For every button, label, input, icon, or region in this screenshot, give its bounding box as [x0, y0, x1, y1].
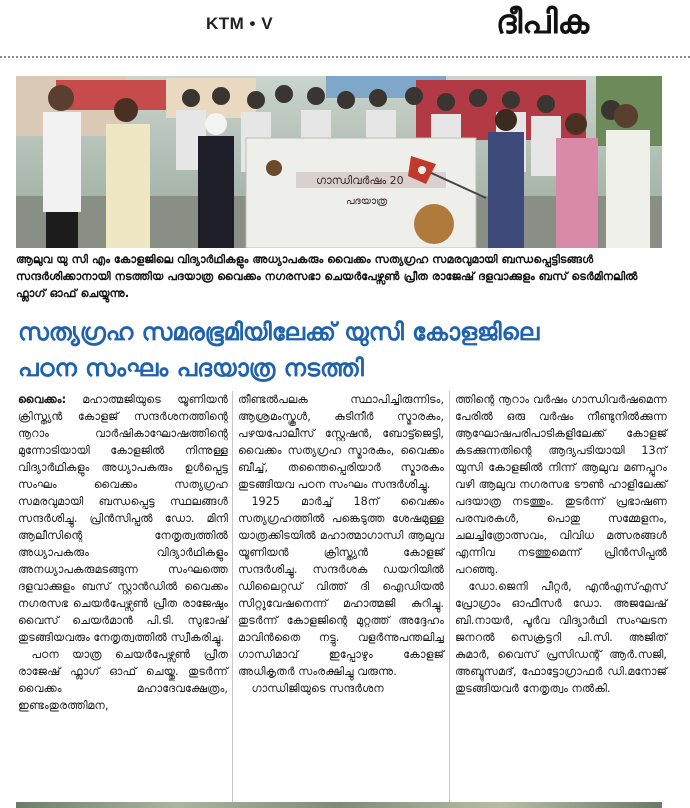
paragraph-text: മഹാത്മജിയുടെ യൂണിയൻ ക്രിസ്ത്യൻ കോളജ് സന്ദർശനത്തിന്റെ നൂറാം വാർഷികാഘോഷത്തിന്റെ മുന്നോടിയായി കോളജിൽ നിന്നുള്ള വിദ്യാർഥികളും അധ്യാപകരും ഉൾപ്പെട്ട സംഘം വൈക്കം സത്യഗ്രഹ സമരവുമായി ബന്ധപ്പെട്ട സ്ഥലങ്ങൾ സന്ദർശിച്ചു. പ്രിൻസിപ്പൽ ഡോ. മിനി ആലീസിന്റെ നേതൃത്വത്തിൽ അധ്യാപകരും വിദ്യാർഥികളും അനധ്യാപകരുമടങ്ങുന്ന സംഘത്തെ ദളവാക്കുളം ബസ് സ്റ്റാൻഡിൽ വൈക്കം നഗരസഭ ചെയർപേഴ്സൺ പ്രീത രാജേഷും വൈസ് ചെയർമാൻ പി.ടി. സുഭാഷ് തുടങ്ങിയവരും നേതൃത്വത്തിൽ സ്വീകരിച്ചു.: [18, 393, 229, 644]
article-column-3: [455, 391, 667, 697]
headline: [18, 314, 668, 386]
padayathra-banner: [246, 138, 476, 248]
article-column-2: [238, 391, 444, 697]
banner-title: ഗാന്ധിവർഷം 20: [316, 174, 404, 187]
masthead: [0, 0, 690, 58]
article-paragraph: ഗാന്ധിജിയുടെ സന്ദർശന: [251, 682, 384, 695]
masthead-divider: [0, 56, 690, 58]
article-column-1: [18, 391, 228, 714]
column-divider: [232, 391, 233, 803]
article-paragraph: 1925 മാർച്ച് 18ന് വൈക്കം സത്യഗ്രഹത്തിൽ പങ്കെടുത്ത ശേഷമുള്ള യാത്രക്കിടയിൽ മഹാത്മാഗാന്ധി ആലുവ യൂണിയൻ ക്രിസ്ത്യൻ കോളജ് സന്ദർശിച്ചു. സന്ദർശക ഡയറിയിൽ ഡിലൈറ്റഡ് വിത്ത് ദി ഐഡിയൽ സിറ്റുവേഷനെന്ന് മഹാത്മജി കുറിച്ചു. തുടർന്ന് കോളജിന്റെ മുറ്റത്ത് അദ്ദേഹം മാവിൻതൈ നട്ടു. വളർന്നുപന്തലിച്ച ഗാന്ധിമാവ് ഇപ്പോഴും കോളജ് അധികൃതർ സംരക്ഷിച്ചു വരുന്നു.: [238, 495, 444, 678]
padayathra-group-photo: [16, 76, 662, 248]
banner-subtitle: പദയാത്ര: [346, 196, 388, 207]
next-photo-edge: [16, 802, 662, 808]
article-paragraph: [18, 391, 228, 646]
article-paragraph: ഡോ.ജെനി പീറ്റർ, എൻഎസ്എസ് പ്രോഗ്രാം ഓഫീസർ ഡോ. അജലേഷ് ബി.നായർ, പൂർവ വിദ്യാർഥി സംഘടന ജനറൽ സെക്രട്ടറി പി.സി. അജിത് കുമാർ, വൈസ് പ്രസിഡന്റ് ആർ.സജി, അബ്ദുസമദ്, ഫോട്ടോഗ്രാഫർ ഡി.മനോജ് തുടങ്ങിയവർ നേതൃത്വം നൽകി.: [455, 580, 667, 695]
news-photo: [16, 76, 662, 248]
edition-label: KTM • V: [206, 14, 274, 33]
headline-line-1: സത്യഗ്രഹ സമരഭൂമിയിലേക്ക് യുസി കോളജിലെ: [18, 318, 540, 346]
photo-caption: ആലുവ യു സി എം കോളജിലെ വിദ്യാർഥികളും അധ്യാപകരും വൈക്കം സത്യഗ്രഹ സമരവുമായി ബന്ധപ്പെട്ടിടങ്ങൾ സന്ദർശിക്കാനായി നടത്തിയ പദയാത്ര വൈക്കം നഗരസഭാ ചെയർപേഴ്സൺ പ്രീത രാജേഷ് ദളവാക്കുളം ബസ് ടെർമിനലിൽ ഫ്ലാഗ് ഓഫ് ചെയ്യുന്നു.: [16, 253, 638, 300]
newspaper-logo: ദീപിക: [496, 2, 590, 41]
headline-line-2: പഠന സംഘം പദയാത്ര നടത്തി: [18, 354, 364, 382]
article-paragraph: പഠന യാത്ര ചെയർപേഴ്സൺ പ്രീത രാജേഷ് ഫ്ലാഗ് ഓഫ് ചെയ്തു. തുടർന്ന് വൈക്കം മഹാദേവക്ഷേത്രം, ഇണ്ടംതുരത്തിമന,: [18, 648, 228, 712]
dateline: വൈക്കം:: [18, 393, 67, 406]
column-divider: [449, 391, 450, 803]
article-paragraph: ത്തിന്റെ നൂറാം വർഷം ഗാന്ധിവർഷമെന്ന പേരിൽ ഒരു വർഷം നീണ്ടുനിൽക്കുന്ന ആഘോഷപരിപാടികളിലേക്ക് കോളജ് കടക്കുന്നതിന്റെ ആദ്യപടിയായി 13ന് യുസി കോളജിൽ നിന്ന് ആലുവ മണപ്പുറം വഴി ആലുവ നഗരസഭ ടൗൺ ഹാളിലേക്ക് പദയാത്ര നടത്തും. തുടർന്ന് പ്രഭാഷണ പരമ്പരകൾ, പൊതു സമ്മേളനം, ചലച്ചിത്രോത്സവം, വിവിധ മത്സരങ്ങൾ എന്നിവ നടത്തുമെന്ന് പ്രിൻസിപ്പൽ പറഞ്ഞു.: [455, 393, 667, 576]
article-paragraph: തീണ്ടൽപലക സ്ഥാപിച്ചിരുന്നിടം, ആശ്രമംസ്കൂൾ, കുടിനീർ സ്മാരകം, പഴയപോലീസ് സ്റ്റേഷൻ, ബോട്ട്ജെട്ടി, വൈക്കം സത്യഗ്രഹ സ്മാരകം, വൈക്കം ബീച്ച്, തന്തൈപ്പെരിയാർ സ്മാരകം തുടങ്ങിയവ പഠന സംഘം സന്ദർശിച്ചു.: [238, 393, 444, 491]
